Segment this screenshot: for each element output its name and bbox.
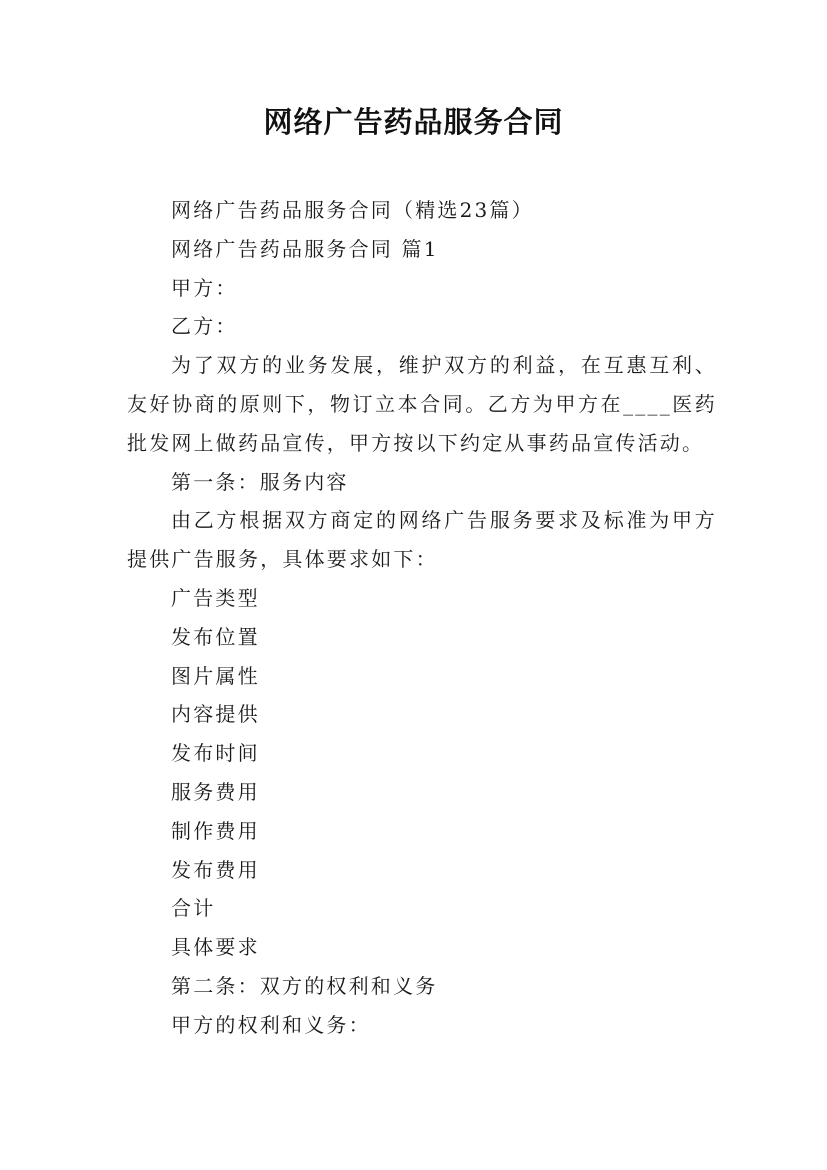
list-item-service-fee: 服务费用 — [171, 779, 260, 804]
paragraph-article-1-heading: 第一条：服务内容 — [171, 469, 349, 494]
paragraph-party-a: 甲方： — [171, 275, 238, 300]
paragraph-party-b: 乙方： — [171, 314, 238, 339]
list-item-production-fee: 制作费用 — [171, 818, 260, 843]
list-item-publish-time: 发布时间 — [171, 741, 260, 766]
list-item-image-attributes: 图片属性 — [171, 663, 260, 688]
list-item-content-provision: 内容提供 — [171, 702, 260, 727]
paragraph-subtitle: 网络广告药品服务合同（精选23篇） — [171, 198, 534, 222]
list-item-placement: 发布位置 — [171, 624, 260, 649]
paragraph-article-1-body: 由乙方根据双方商定的网络广告服务要求及标准为甲方提供广告服务，具体要求如下： — [127, 508, 717, 572]
list-item-ad-type: 广告类型 — [171, 585, 260, 610]
document-title: 网络广告药品服务合同 — [263, 105, 564, 139]
paragraph-party-a-rights: 甲方的权利和义务： — [171, 1012, 371, 1037]
paragraph-preamble: 为了双方的业务发展，维护双方的利益，在互惠互利、友好协商的原则下，物订立本合同。乙方为甲方在____医药批发网上做药品宣传，甲方按以下约定从事药品宣传活动。 — [127, 353, 717, 455]
paragraph-section-heading: 网络广告药品服务合同 篇1 — [171, 236, 439, 261]
list-item-total: 合计 — [171, 896, 216, 921]
list-item-specific-requirements: 具体要求 — [171, 935, 260, 960]
paragraph-article-2-heading: 第二条：双方的权利和义务 — [171, 973, 438, 998]
list-item-publishing-fee: 发布费用 — [171, 857, 260, 882]
document-body — [127, 191, 717, 1045]
